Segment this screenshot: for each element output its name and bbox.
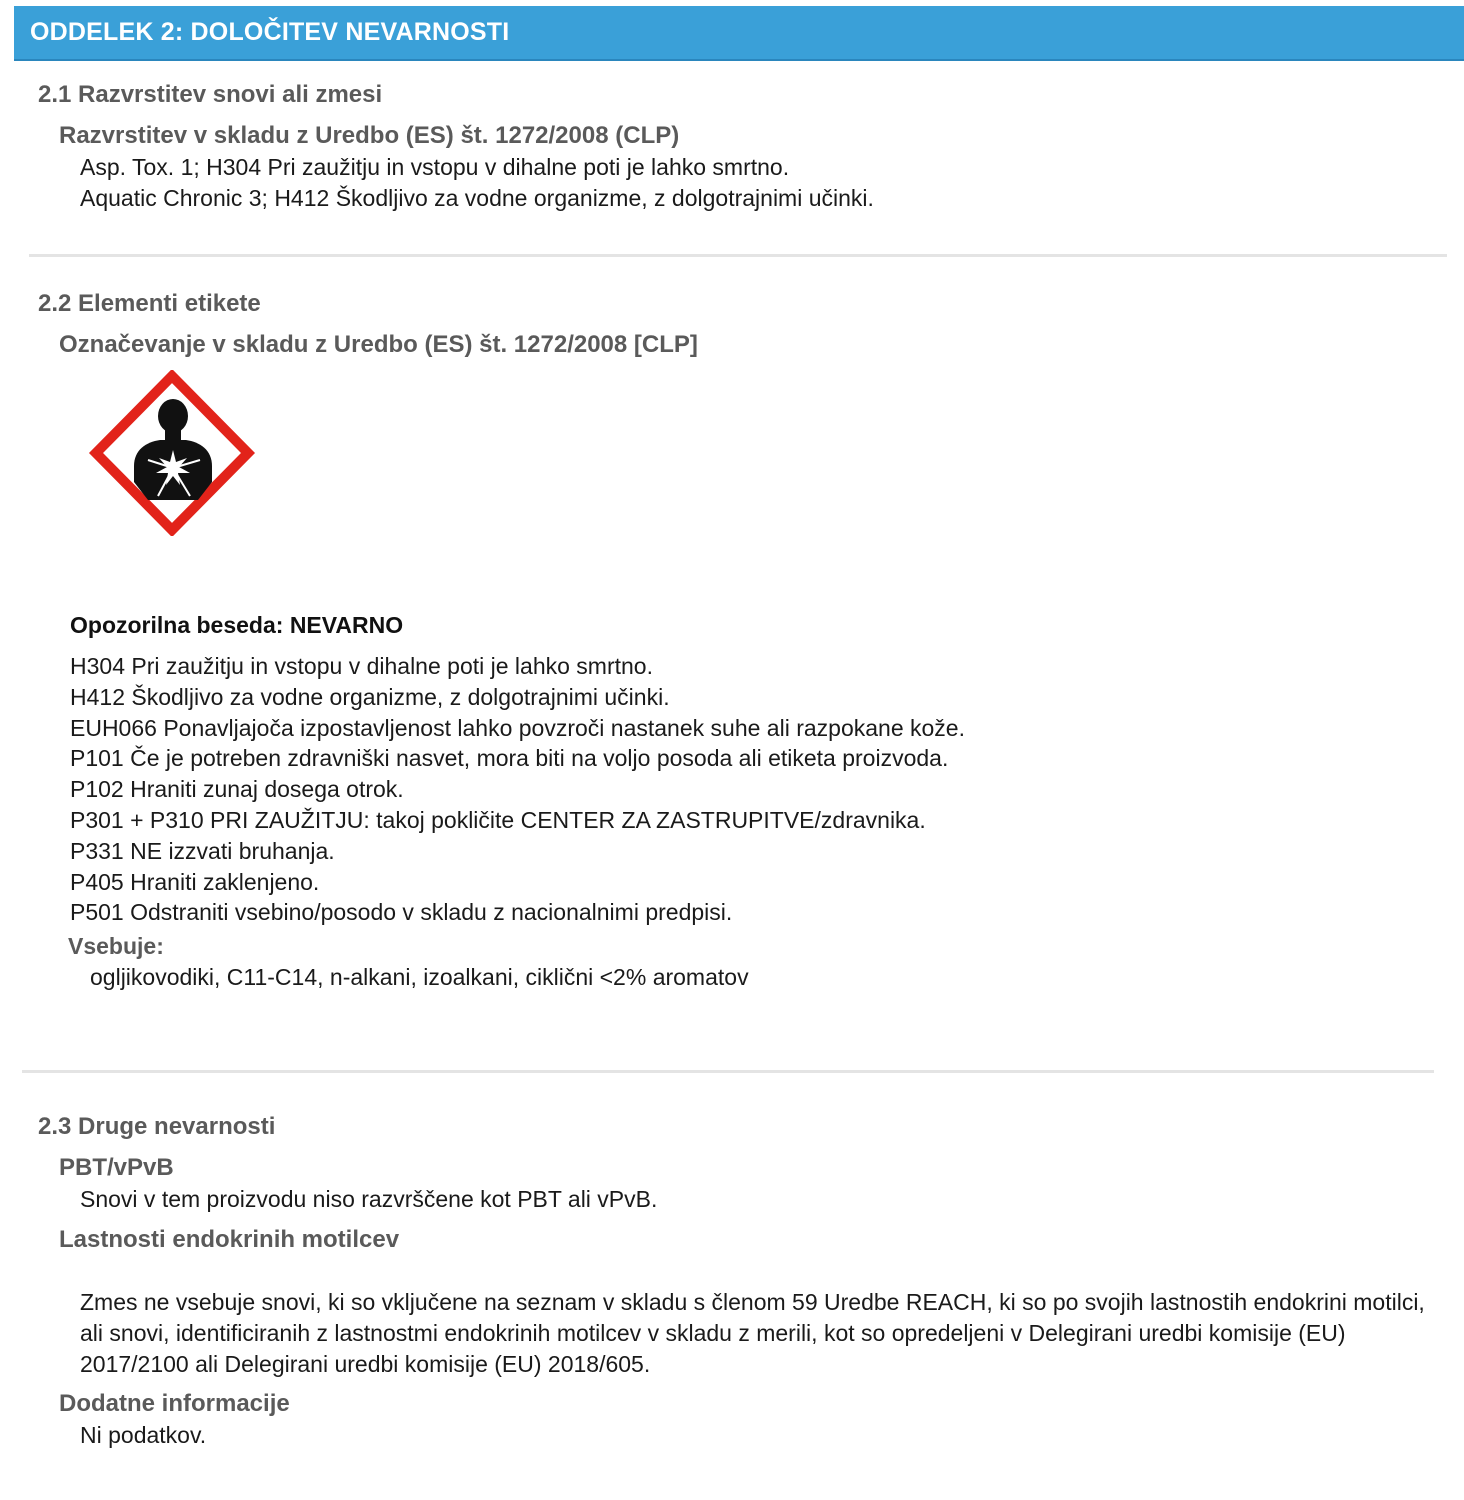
section-title: ODDELEK 2: DOLOČITEV NEVARNOSTI: [30, 18, 510, 46]
section-header-bar: [14, 6, 1464, 61]
statement-item: P101 Če je potreben zdravniški nasvet, mora biti na voljo posoda ali etiketa proizvoda.: [70, 745, 949, 772]
heading-2-3: 2.3 Druge nevarnosti: [38, 1113, 276, 1140]
signal-word: Opozorilna beseda: NEVARNO: [70, 612, 404, 638]
pbt-text: Snovi v tem proizvodu niso razvrščene kot PBT ali vPvB.: [80, 1186, 658, 1212]
classification-line: Aquatic Chronic 3; H412 Škodljivo za vodne organizme, z dolgotrajnimi učinki.: [80, 185, 874, 211]
statement-item: P501 Odstraniti vsebino/posodo v skladu z nacionalnimi predpisi.: [70, 899, 733, 926]
statement-item: H412 Škodljivo za vodne organizme, z dolgotrajnimi učinki.: [70, 683, 670, 710]
ghs08-health-hazard-icon: [88, 370, 256, 536]
heading-2-2: 2.2 Elementi etikete: [38, 290, 261, 317]
contains-label: Vsebuje:: [68, 933, 164, 959]
statement-item: EUH066 Ponavljajoča izpostavljenost lahko povzroči nastanek suhe ali razpokane kože.: [70, 714, 965, 741]
statement-item: P331 NE izzvati bruhanja.: [70, 837, 335, 864]
statement-item: P405 Hraniti zaklenjeno.: [70, 868, 320, 895]
heading-2-1: 2.1 Razvrstitev snovi ali zmesi: [38, 81, 383, 108]
subheading-labelling: Označevanje v skladu z Uredbo (ES) št. 1272/2008 [CLP]: [59, 331, 698, 358]
subheading-classification: Razvrstitev v skladu z Uredbo (ES) št. 1272/2008 (CLP): [59, 122, 680, 149]
subheading-pbt: PBT/vPvB: [59, 1154, 174, 1181]
contains-value: ogljikovodiki, C11-C14, n-alkani, izoalkani, ciklični <2% aromatov: [90, 964, 749, 990]
section-divider: [29, 254, 1447, 257]
additional-info-text: Ni podatkov.: [80, 1422, 207, 1448]
hazard-precautionary-statements: [70, 651, 965, 928]
classification-line: Asp. Tox. 1; H304 Pri zaužitju in vstopu v dihalne poti je lahko smrtno.: [80, 154, 790, 180]
subheading-additional-info: Dodatne informacije: [59, 1390, 290, 1417]
statement-item: H304 Pri zaužitju in vstopu v dihalne poti je lahko smrtno.: [70, 653, 653, 679]
section-divider: [22, 1070, 1434, 1073]
endocrine-text: Zmes ne vsebuje snovi, ki so vključene na seznam v skladu s členom 59 Uredbe REACH, ki so po svojih lastnostih endokrini motilci, ali snovi, identificiranih z lastnostmi endokrinih motilcev v skladu z merili, kot so opredeljeni v Delegirani uredbi komisije (EU) 2017/2100 ali Delegirani uredbi komisije (EU) 2018/605.: [80, 1289, 1425, 1377]
statement-item: P301 + P310 PRI ZAUŽITJU: takoj pokličite CENTER ZA ZASTRUPITVE/zdravnika.: [70, 806, 926, 833]
statement-item: P102 Hraniti zunaj dosega otrok.: [70, 776, 404, 803]
subheading-endocrine: Lastnosti endokrinih motilcev: [59, 1226, 400, 1253]
